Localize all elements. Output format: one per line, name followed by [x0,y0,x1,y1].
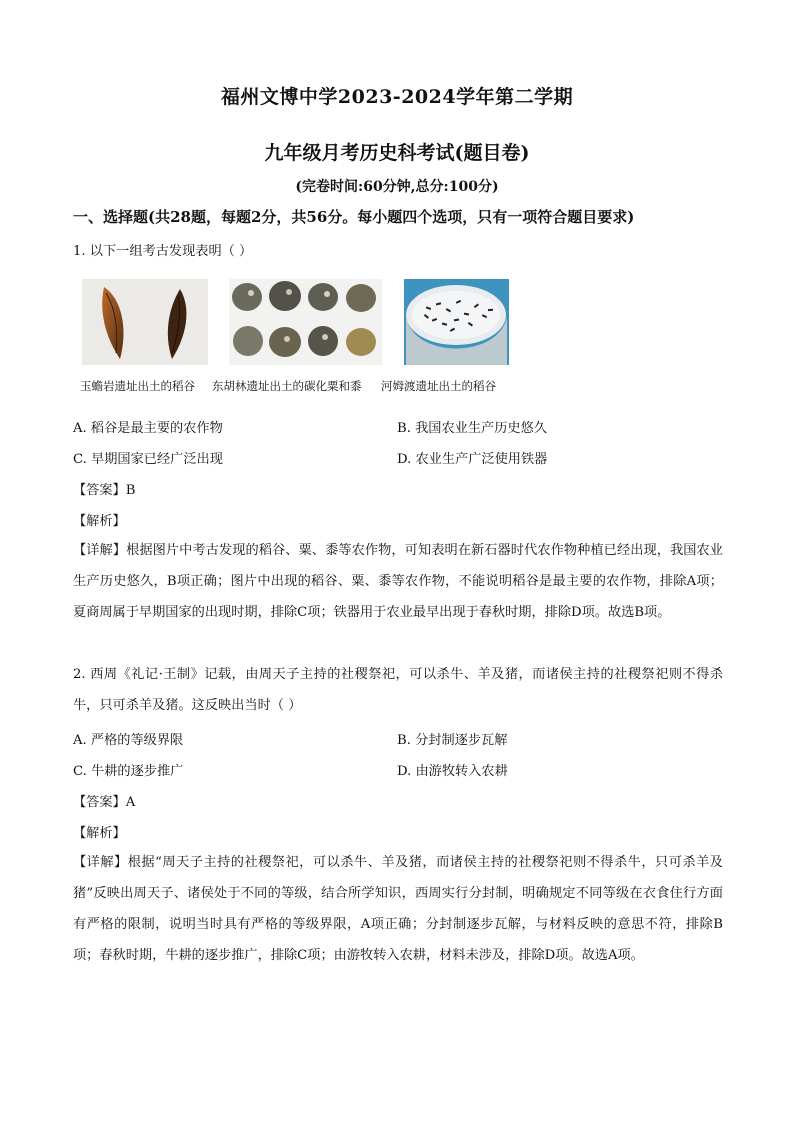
q1-option-c: C. 早期国家已经广泛出现 [73,452,223,467]
q1-answer: 【答案】B [73,483,136,498]
rice-bowl-image [404,279,509,365]
exam-title-line2: 九年级月考历史科考试(题目卷) [264,142,530,164]
q1-option-a: A. 稻谷是最主要的农作物 [73,421,223,436]
q2-option-b: B. 分封制逐步瓦解 [397,733,508,748]
q2-analysis-label: 【解析】 [73,826,126,841]
q1-option-b: B. 我国农业生产历史悠久 [397,421,547,436]
q2-option-a: A. 严格的等级界限 [73,733,184,748]
exam-subtitle: (完卷时间:60分钟,总分:100分) [295,179,499,195]
q2-option-c: C. 牛耕的逐步推广 [73,764,184,779]
image-caption-1: 玉蟾岩遗址出土的稻谷 [80,379,195,393]
q1-analysis-label: 【解析】 [73,514,126,529]
rice-grain-image-1 [82,279,208,365]
q1-stem: 1. 以下一组考古发现表明（ ） [73,244,253,259]
q2-option-d: D. 由游牧转入农耕 [397,764,508,779]
q1-detail: 【详解】根据图片中考古发现的稻谷、粟、黍等农作物，可知表明在新石器时代农作物种植已经出现，我国农业生产历史悠久，B项正确；图片中出现的稻谷、粟、黍等农作物，不能说明稻谷是最主要的农作物，排除A项；夏商周属于早期国家的出现时期，排除C项；铁器用于农业最早出现于春秋时期，排除D项。故选B项。 [73,543,723,620]
q2-stem: 2. 西周《礼记·王制》记载，由周天子主持的社稷祭祀，可以杀牛、羊及猪，而诸侯主持的社稷祭祀则不得杀牛，只可杀羊及猪。这反映出当时（ ） [73,667,723,713]
q2-answer: 【答案】A [73,795,136,810]
image-caption-3: 河姆渡遗址出土的稻谷 [381,379,496,393]
q1-option-d: D. 农业生产广泛使用铁器 [397,452,548,467]
section-heading: 一、选择题(共28题，每题2分，共56分。每小题四个选项，只有一项符合题目要求) [73,208,635,226]
exam-title-line1: 福州文博中学2023-2024学年第二学期 [220,86,574,108]
millet-grain-image [229,279,382,365]
image-caption-2: 东胡林遗址出土的碳化粟和黍 [212,379,362,393]
q2-detail: 【详解】根据“周天子主持的社稷祭祀，可以杀牛、羊及猪，而诸侯主持的社稷祭祀则不得杀牛，只可杀羊及猪”反映出周天子、诸侯处于不同的等级，结合所学知识，西周实行分封制，明确规定不同等级在衣食住行方面有严格的限制，说明当时具有严格的等级界限，A项正确；分封制逐步瓦解，与材料反映的意思不符，排除B项；春秋时期，牛耕的逐步推广，排除C项；由游牧转入农耕，材料未涉及，排除D项。故选A项。 [73,855,723,963]
